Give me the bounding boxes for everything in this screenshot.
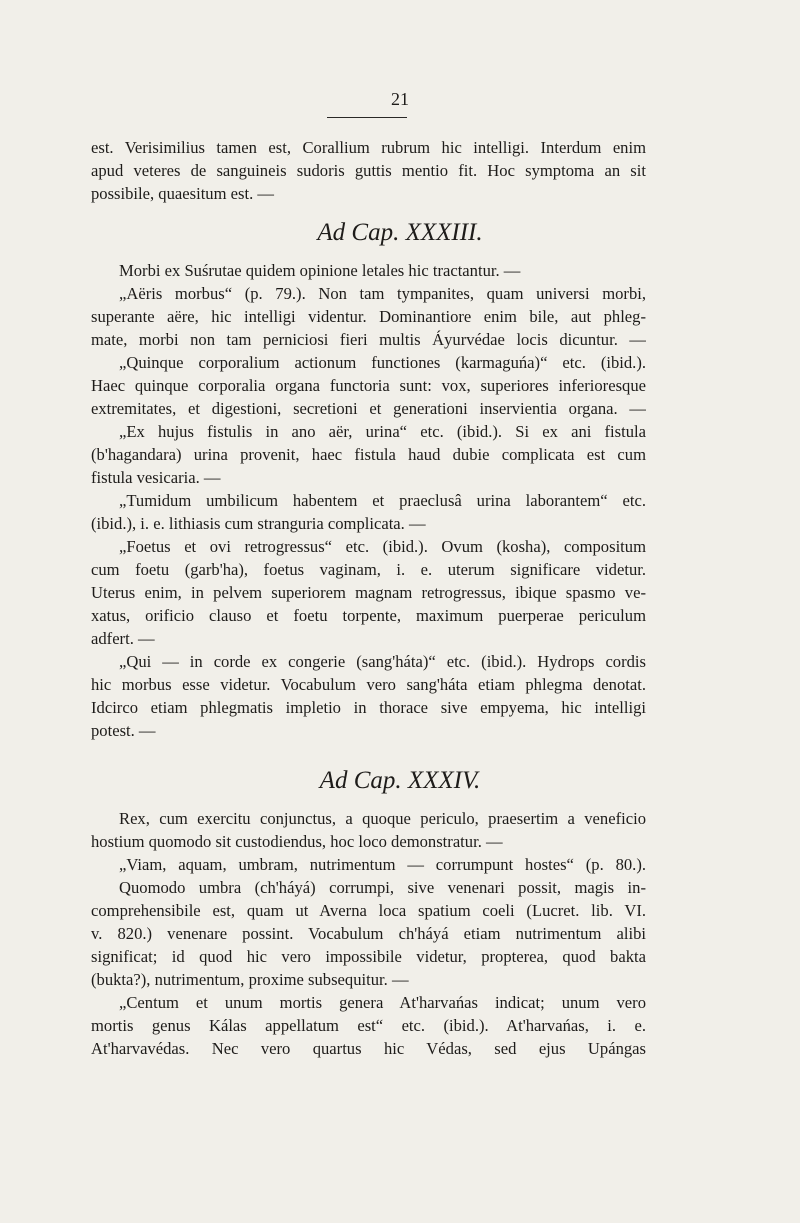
text-line: (bukta?), nutrimentum, proxime subsequitur. — xyxy=(91,970,409,989)
text-line: Idcirco etiam phlegmatis impletio in thorace sive empyema, hic intelligi xyxy=(91,698,646,717)
text-line: Uterus enim, in pelvem superiorem magnam retrogressus, ibique spasmo ve- xyxy=(91,583,646,602)
text-line: xatus, orificio clauso et foetu torpente, maximum puerperae periculum xyxy=(91,606,646,625)
text-line: „Quinque corporalium actionum functiones (karmaguńa)“ etc. (ibid.). xyxy=(119,353,646,372)
text-line: possibile, quaesitum est. — xyxy=(91,184,274,203)
text-line: (b'hagandara) urina provenit, haec fistula haud dubie complicata est cum xyxy=(91,445,646,464)
text-line: mortis genus Kálas appellatum est“ etc. (ibid.). At'harvańas, i. e. xyxy=(91,1016,646,1035)
text-line: At'harvavédas. Nec vero quartus hic Védas, sed ejus Upángas xyxy=(91,1039,646,1058)
text-line: fistula vesicaria. — xyxy=(91,468,221,487)
text-line: mate, morbi non tam perniciosi fieri multis Áyurvédae locis dicuntur. — xyxy=(91,330,646,349)
chapter-heading: Ad Cap. XXXIII. xyxy=(317,219,483,246)
text-line: cum foetu (garb'ha), foetus vaginam, i. e. uterum significare videtur. xyxy=(91,560,646,579)
page-number: 21 xyxy=(391,89,409,109)
text-line: Quomodo umbra (ch'háyá) corrumpi, sive venenari possit, magis in- xyxy=(119,878,646,897)
text-line: est. Verisimilius tamen est, Corallium rubrum hic intelligi. Interdum enim xyxy=(91,138,646,157)
text-line: hostium quomodo sit custodiendus, hoc loco demonstratur. — xyxy=(91,832,503,851)
text-line: „Tumidum umbilicum habentem et praeclusâ urina laborantem“ etc. xyxy=(119,491,646,510)
text-line: hic morbus esse videtur. Vocabulum vero sang'háta etiam phlegma denotat. xyxy=(91,675,646,694)
text-line: superante aëre, hic intelligi videntur. Dominantiore enim bile, aut phleg- xyxy=(91,307,646,326)
text-line: „Aëris morbus“ (p. 79.). Non tam tympanites, quam universi morbi, xyxy=(119,284,646,303)
chapter-heading: Ad Cap. XXXIV. xyxy=(319,767,481,794)
text-line: adfert. — xyxy=(91,629,155,648)
text-line: „Qui — in corde ex congerie (sang'háta)“ etc. (ibid.). Hydrops cordis xyxy=(119,652,646,671)
text-line: „Ex hujus fistulis in ano aër, urina“ etc. (ibid.). Si ex ani fistula xyxy=(119,422,646,441)
text-line: Morbi ex Suśrutae quidem opinione letales hic tractantur. — xyxy=(119,261,521,280)
text-line: apud veteres de sanguineis sudoris guttis mentio fit. Hoc symptoma an sit xyxy=(91,161,646,180)
text-line: significat; id quod hic vero impossibile videtur, propterea, quod bakta xyxy=(91,947,646,966)
text-line: potest. — xyxy=(91,721,156,740)
text-line: „Viam, aquam, umbram, nutrimentum — corrumpunt hostes“ (p. 80.). xyxy=(119,855,646,874)
text-line: „Foetus et ovi retrogressus“ etc. (ibid.). Ovum (kosha), compositum xyxy=(119,537,646,556)
text-line: v. 820.) venenare possint. Vocabulum ch'háyá etiam nutrimentum alibi xyxy=(91,924,646,943)
text-line: (ibid.), i. e. lithiasis cum stranguria complicata. — xyxy=(91,514,426,533)
text-line: extremitates, et digestioni, secretioni et generationi inservientia organa. — xyxy=(91,399,646,418)
text-line: Haec quinque corporalia organa functoria sunt: vox, superiores inferioresque xyxy=(91,376,646,395)
text-line: „Centum et unum mortis genera At'harvańas indicat; unum vero xyxy=(119,993,646,1012)
text-line: comprehensibile est, quam ut Averna loca spatium coeli (Lucret. lib. VI. xyxy=(91,901,646,920)
text-line: Rex, cum exercitu conjunctus, a quoque periculo, praesertim a veneficio xyxy=(119,809,646,828)
page-number-rule xyxy=(327,117,407,118)
